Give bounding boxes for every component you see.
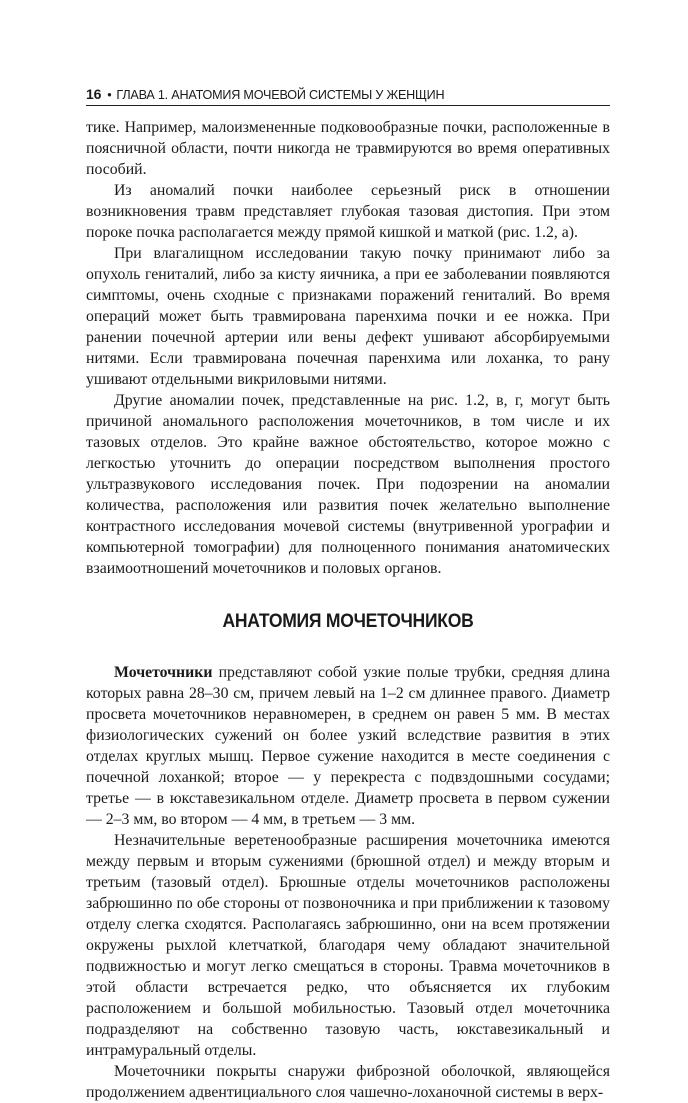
header-rule: [86, 105, 610, 106]
section-intro-text: представляют собой узкие полые трубки, средняя длина которых равна 28–30 см, причем левый на 1–2 см длиннее правого. Диаметр просвета мочеточников неравномерен, в среднем он равен 5 мм. В местах физиологических сужений он более узкий вследствие развития в этих отделах круглых мышц. Первое сужение находится в месте соединения с почечной лоханкой; второе — у перекреста с подвздошными сосудами; третье — в юкставезикальном отделе. Диаметр просвета в первом сужении — 2–3 мм, во втором — 4 мм, в третьем — 3 мм.: [86, 664, 610, 828]
paragraph: При влагалищном исследовании такую почку принимают либо за опухоль гениталий, либо за кисту яичника, а при ее заболевании появляются симптомы, очень сходные с признаками поражений гениталий. Во время операций может быть травмирована паренхима почки и ее ножка. При ранении почечной артерии или вены дефект ушивают абсорбируемыми нитями. Если травмирована почечная паренхима или лоханка, то рану ушивают отдельными викриловыми нитями.: [86, 245, 610, 388]
section-intro-paragraph: [86, 662, 610, 830]
paragraph: Из аномалий почки наиболее серьезный риск в отношении возникновения травм представляет глубокая тазовая дистопия. При этом пороке почка располагается между прямой кишкой и маткой (рис. 1.2, а).: [86, 182, 610, 241]
section-heading: АНАТОМИЯ МОЧЕТОЧНИКОВ: [222, 610, 474, 632]
term-bold: Мочеточники: [114, 664, 213, 681]
paragraph: Мочеточники покрыты снаружи фиброзной оболочкой, являющейся продолжением адвентициального слоя чашечно-лоханочной системы в верх-: [86, 1063, 610, 1101]
paragraph: Незначительные веретенообразные расширения мочеточника имеются между первым и вторым сужениями (брюшной отдел) и между вторым и третьим (тазовый отдел). Брюшные отделы мочеточников расположены забрюшинно по обе стороны от позвоночника и при приближении к тазовому отделу слегка сходятся. Располагаясь забрюшинно, они на всем протяжении окружены рыхлой клетчаткой, благодаря чему обладают значительной подвижностью и могут легко смещаться в стороны. Травма мочеточников в этой области встречается редко, что объясняется их глубоким расположением и большой мобильностью. Тазовый отдел мочеточника подразделяют на собственно тазовую часть, юкставезикальный и интрамуральный отделы.: [86, 832, 610, 1059]
paragraph: тике. Например, малоизмененные подковообразные почки, расположенные в поясничной области, почти никогда не травмируются во время оперативных пособий.: [86, 119, 610, 178]
header-bullet: •: [107, 88, 112, 102]
paragraph: Другие аномалии почек, представленные на рис. 1.2, в, г, могут быть причиной аномального расположения мочеточников, в том числе и их тазовых отделов. Это крайне важное обстоятельство, которое можно с легкостью уточнить до операции посредством выполнения простого ультразвукового исследования почек. При подозрении на аномалии количества, расположения или развития почек желательно выполнение контрастного исследования мочевой системы (внутривенной урографии и компьютерной томографии) для полноценного понимания анатомических взаимоотношений мочеточников и половых органов.: [86, 392, 610, 577]
running-header: [86, 87, 610, 102]
chapter-title: ГЛАВА 1. АНАТОМИЯ МОЧЕВОЙ СИСТЕМЫ У ЖЕНЩИН: [116, 88, 445, 102]
page-number: 16: [86, 86, 102, 102]
page-body: [86, 117, 610, 1103]
